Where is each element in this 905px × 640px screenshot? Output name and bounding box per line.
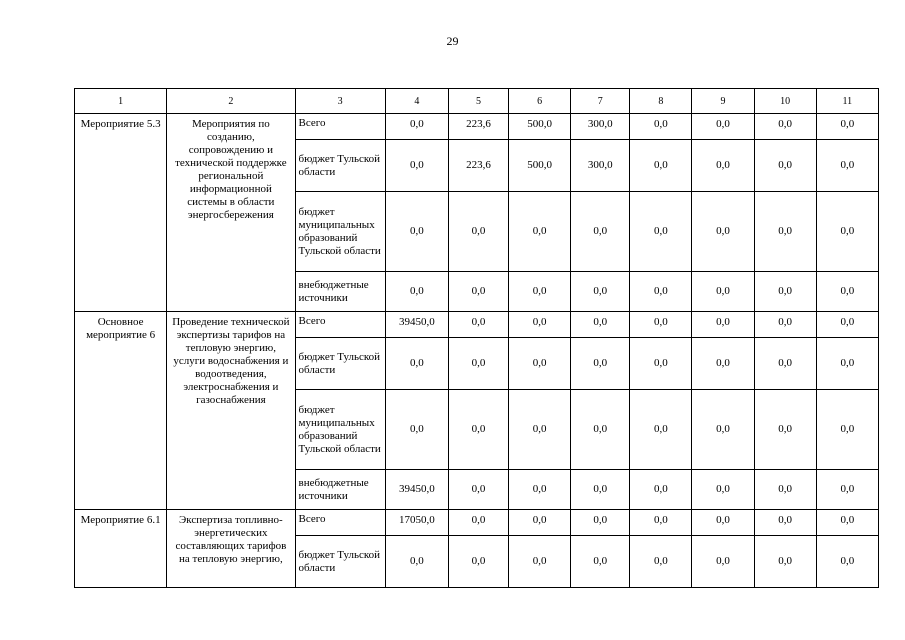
value-cell: 0,0 [509, 338, 571, 390]
funding-source-cell: внебюджетные источники [295, 470, 385, 510]
funding-source-cell: бюджет Тульской области [295, 338, 385, 390]
value-cell: 0,0 [385, 390, 448, 470]
page-number: 29 [446, 34, 459, 48]
value-cell: 0,0 [448, 192, 508, 272]
table-row [75, 510, 879, 536]
value-cell: 0,0 [816, 114, 878, 140]
header-cell: 10 [754, 89, 816, 114]
value-cell: 0,0 [571, 272, 630, 312]
value-cell: 0,0 [630, 510, 692, 536]
value-cell: 0,0 [448, 390, 508, 470]
table-row [75, 114, 879, 140]
value-cell: 0,0 [816, 536, 878, 588]
value-cell: 0,0 [630, 192, 692, 272]
funding-source-cell: Всего [295, 510, 385, 536]
header-cell: 11 [816, 89, 878, 114]
value-cell: 0,0 [630, 470, 692, 510]
value-cell: 0,0 [692, 312, 754, 338]
header-cell: 9 [692, 89, 754, 114]
header-cell: 3 [295, 89, 385, 114]
value-cell: 0,0 [692, 272, 754, 312]
value-cell: 0,0 [509, 272, 571, 312]
value-cell: 0,0 [385, 536, 448, 588]
value-cell: 0,0 [571, 510, 630, 536]
value-cell: 223,6 [448, 114, 508, 140]
value-cell: 0,0 [692, 114, 754, 140]
header-cell: 2 [167, 89, 295, 114]
value-cell: 0,0 [816, 470, 878, 510]
value-cell: 0,0 [630, 272, 692, 312]
value-cell: 39450,0 [385, 312, 448, 338]
value-cell: 0,0 [630, 536, 692, 588]
value-cell: 0,0 [571, 536, 630, 588]
value-cell: 300,0 [571, 140, 630, 192]
value-cell: 0,0 [509, 510, 571, 536]
event-name-cell: Проведение технической экспертизы тарифов на тепловую энергию, услуги водоснабжения и водоотведения, электроснабжения и газоснабжения [167, 312, 295, 510]
value-cell: 0,0 [630, 140, 692, 192]
value-cell: 0,0 [754, 192, 816, 272]
funding-source-cell: бюджет Тульской области [295, 536, 385, 588]
value-cell: 0,0 [571, 390, 630, 470]
value-cell: 0,0 [630, 338, 692, 390]
event-code-cell: Мероприятие 6.1 [75, 510, 167, 588]
event-code-cell: Мероприятие 5.3 [75, 114, 167, 312]
value-cell: 0,0 [509, 390, 571, 470]
header-cell: 5 [448, 89, 508, 114]
value-cell: 0,0 [630, 114, 692, 140]
value-cell: 0,0 [509, 312, 571, 338]
table-body [75, 89, 879, 588]
value-cell: 0,0 [630, 390, 692, 470]
funding-source-cell: Всего [295, 114, 385, 140]
value-cell: 0,0 [754, 390, 816, 470]
value-cell: 0,0 [571, 470, 630, 510]
value-cell: 0,0 [385, 140, 448, 192]
value-cell: 500,0 [509, 140, 571, 192]
funding-source-cell: бюджет Тульской области [295, 140, 385, 192]
value-cell: 0,0 [448, 510, 508, 536]
value-cell: 17050,0 [385, 510, 448, 536]
value-cell: 0,0 [754, 470, 816, 510]
value-cell: 0,0 [754, 338, 816, 390]
event-name-cell: Экспертиза топливно-энергетических составляющих тарифов на тепловую энергию, [167, 510, 295, 588]
value-cell: 0,0 [509, 192, 571, 272]
value-cell: 0,0 [692, 140, 754, 192]
value-cell: 0,0 [754, 536, 816, 588]
value-cell: 0,0 [816, 140, 878, 192]
header-cell: 4 [385, 89, 448, 114]
value-cell: 0,0 [571, 192, 630, 272]
value-cell: 0,0 [385, 338, 448, 390]
value-cell: 39450,0 [385, 470, 448, 510]
value-cell: 0,0 [754, 312, 816, 338]
value-cell: 0,0 [448, 536, 508, 588]
value-cell: 0,0 [816, 338, 878, 390]
value-cell: 0,0 [385, 192, 448, 272]
value-cell: 500,0 [509, 114, 571, 140]
value-cell: 0,0 [571, 338, 630, 390]
value-cell: 300,0 [571, 114, 630, 140]
table-row [75, 312, 879, 338]
value-cell: 0,0 [385, 114, 448, 140]
funding-source-cell: бюджет муниципальных образований Тульской области [295, 390, 385, 470]
value-cell: 0,0 [754, 272, 816, 312]
event-name-cell: Мероприятия по созданию, сопровождению и технической поддержке региональной информационной системы в области энергосбережения [167, 114, 295, 312]
value-cell: 0,0 [816, 390, 878, 470]
value-cell: 0,0 [754, 114, 816, 140]
value-cell: 0,0 [816, 272, 878, 312]
funding-source-cell: бюджет муниципальных образований Тульской области [295, 192, 385, 272]
value-cell: 0,0 [630, 312, 692, 338]
value-cell: 0,0 [816, 312, 878, 338]
funding-table [74, 88, 879, 588]
value-cell: 0,0 [754, 140, 816, 192]
header-row [75, 89, 879, 114]
header-cell: 8 [630, 89, 692, 114]
value-cell: 223,6 [448, 140, 508, 192]
value-cell: 0,0 [754, 510, 816, 536]
funding-source-cell: внебюджетные источники [295, 272, 385, 312]
header-cell: 1 [75, 89, 167, 114]
header-cell: 7 [571, 89, 630, 114]
value-cell: 0,0 [692, 192, 754, 272]
value-cell: 0,0 [448, 272, 508, 312]
value-cell: 0,0 [816, 510, 878, 536]
value-cell: 0,0 [692, 338, 754, 390]
value-cell: 0,0 [448, 470, 508, 510]
value-cell: 0,0 [448, 338, 508, 390]
value-cell: 0,0 [509, 536, 571, 588]
value-cell: 0,0 [509, 470, 571, 510]
header-cell: 6 [509, 89, 571, 114]
value-cell: 0,0 [571, 312, 630, 338]
funding-source-cell: Всего [295, 312, 385, 338]
value-cell: 0,0 [385, 272, 448, 312]
value-cell: 0,0 [448, 312, 508, 338]
event-code-cell: Основное мероприятие 6 [75, 312, 167, 510]
value-cell: 0,0 [816, 192, 878, 272]
value-cell: 0,0 [692, 536, 754, 588]
value-cell: 0,0 [692, 390, 754, 470]
value-cell: 0,0 [692, 470, 754, 510]
value-cell: 0,0 [692, 510, 754, 536]
